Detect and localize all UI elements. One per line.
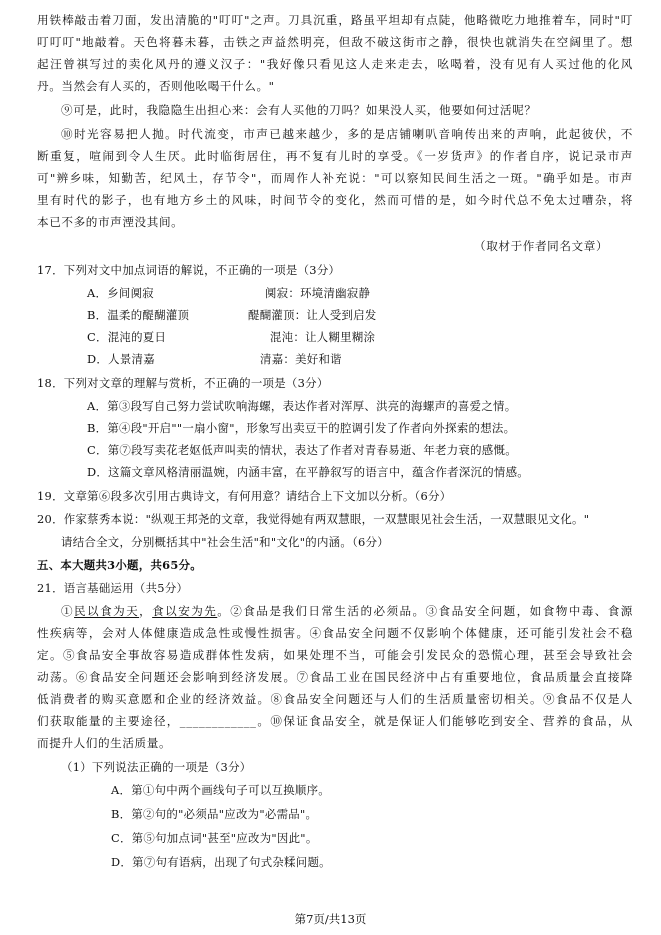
passage-source: （取材于作者同名文章） <box>474 239 609 253</box>
q17-option-a-gloss: 阒寂：环境清幽寂静 <box>265 286 371 300</box>
q17-option-c-gloss: 混沌：让人糊里糊涂 <box>270 330 376 344</box>
q21-sub1-option-a: A．第①句中两个画线句子可以互换顺序。 <box>111 783 330 797</box>
q21-text-line1 <box>61 603 633 619</box>
q18-option-a: A．第③段写自己努力尝试吹响海螺，表达作者对浑厚、洪亮的海螺声的喜爱之情。 <box>87 399 517 413</box>
passage-p1-line4: 丹。当然会有人买的，否则他吆喝干什么。" <box>37 79 275 93</box>
passage-p9: ⑨可是，此时，我隐隐生出担心来：会有人买他的刀吗？如果没人买，他要如何过活呢？ <box>61 103 537 117</box>
q19-stem: 19．文章第⑥段多次引用古典诗文，有何用意？请结合上下文加以分析。（6分） <box>37 489 452 503</box>
q21-sub1-option-b: B．第②句的"必须品"应改为"必需品"。 <box>111 807 318 821</box>
passage-p10-line3: 可"辨乡味，知勤苦，纪风土，存节令"，而周作人补充说："可以察知民间生活之一斑。"确乎如是。市声 <box>37 171 633 185</box>
q20-line2: 请结合全文，分别概括其中"社会生活"和"文化"的内涵。（6分） <box>61 535 389 549</box>
line6-start: 们获取能量的主要途径， <box>37 714 180 728</box>
q21-title: 21．语言基础运用（共5分） <box>37 581 189 595</box>
comma: ， <box>139 604 153 618</box>
line6-rest: 。⑩保证食品安全，就是保证人们能够吃到安全、营养的食品，从 <box>256 714 633 728</box>
q20-line1: 20．作家蔡秀本说："纵观王邦尧的文章，我觉得她有两双慧眼，一双慧眼见社会生活，一双慧眼见文化。" <box>37 512 590 526</box>
passage-p10-line5: 本已不多的市声湮没其间。 <box>37 215 184 229</box>
q21-text-line3: 定。⑤食品安全事故容易造成群体性发病，如果处理不当，可能会引发民众的恐慌心理，甚至会导致社会 <box>37 648 633 662</box>
q21-sub1-option-d: D．第⑦句有语病，出现了句式杂糅问题。 <box>111 855 331 869</box>
answer-blank: ____________ <box>179 714 257 728</box>
section-five-heading: 五、本大题共3小题，共65分。 <box>37 558 202 572</box>
q17-option-a: A．乡间阒寂 <box>87 286 154 300</box>
passage-p1-line2: 叮叮叮"地敲着。天色将暮未暮，击铁之声益然明亮，但敌不破这街市之静，很快也就消失在空阔里了。想 <box>37 35 633 49</box>
passage-p1-line1: 用铁棒敲击着刀面，发出清脆的"叮叮"之声。刀具沉重，路虽平坦却有点陡，他略微吃力地推着车，同时"叮 <box>37 13 633 27</box>
q21-text-line7: 而提升人们的生活质量。 <box>37 736 172 750</box>
underlined-sentence-2: 食以安为先 <box>152 604 218 618</box>
passage-p10-line2: 断重复，喧闹到令人生厌。此时临街居住，再不复有儿时的享受。《一岁货声》的作者自序，说记录市声 <box>37 149 633 163</box>
passage-p10-line1: ⑩时光容易把人抛。时代流变，市声已越来越少，多的是店铺喇叭音响传出来的声响，此起彼伏，不 <box>61 127 633 141</box>
q17-option-d: D．人景清嘉 <box>87 352 155 366</box>
q21-sub1-stem: （1）下列说法正确的一项是（3分） <box>61 760 252 774</box>
passage-p1-line3: 起汪曾祺写过的卖化风丹的遵义汉子："我好像只看见这人走来走去，吆喝着，没有见有人买过他的化风 <box>37 57 633 71</box>
q21-text-line4: 动荡。⑥食品安全问题还会影响到经济发展。⑦食品工业在国民经济中占有重要地位，食品质量会直接降 <box>37 670 633 684</box>
q21-text-rest: 。②食品是我们日常生活的必须品。③食品安全问题，如食物中毒、食源 <box>217 604 633 618</box>
q21-sub1-option-c: C．第⑤句加点词"甚至"应改为"因此"。 <box>111 831 318 845</box>
sentence-marker: ① <box>61 604 75 618</box>
passage-p10-line4: 里有时代的影子，也有地方乡土的风味，时间节令的变化，然而可惜的是，如今时代总不免太过嘈杂，将 <box>37 193 633 207</box>
q18-stem: 18．下列对文章的理解与赏析，不正确的一项是（3分） <box>37 376 329 390</box>
q18-option-d: D．这篇文章风格清丽温婉，内涵丰富，在平静叙写的语言中，蕴含作者深沉的情感。 <box>87 465 529 479</box>
q18-option-c: C．第⑦段写卖花老妪低声叫卖的情状，表达了作者对青春易逝、年老力衰的感慨。 <box>87 443 517 457</box>
q17-stem: 17．下列对文中加点词语的解说，不正确的一项是（3分） <box>37 263 341 277</box>
q21-text-line6 <box>37 713 633 729</box>
q17-option-d-gloss: 清嘉：美好和谐 <box>260 352 342 366</box>
q18-option-b: B．第④段"开启""一扇小窗"，形象写出卖豆干的腔调引发了作者向外探索的想法。 <box>87 421 516 435</box>
underlined-sentence-1: 民以食为天 <box>74 604 140 618</box>
q17-option-b-gloss: 醍醐灌顶：让人受到启发 <box>248 308 377 322</box>
q17-option-b: B．温柔的醍醐灌顶 <box>87 308 190 322</box>
q17-option-c: C．混沌的夏日 <box>87 330 167 344</box>
q21-text-line5: 低消费者的购买意愿和企业的经济效益。⑧食品安全问题还与人们的生活质量密切相关。⑨食品不仅是人 <box>37 692 633 706</box>
page-footer: 第7页/共13页 <box>294 912 367 926</box>
q21-text-line2: 性疾病等，会对人体健康造成急性或慢性损害。④食品安全问题不仅影响个体健康，还可能引发社会不稳 <box>37 626 633 640</box>
